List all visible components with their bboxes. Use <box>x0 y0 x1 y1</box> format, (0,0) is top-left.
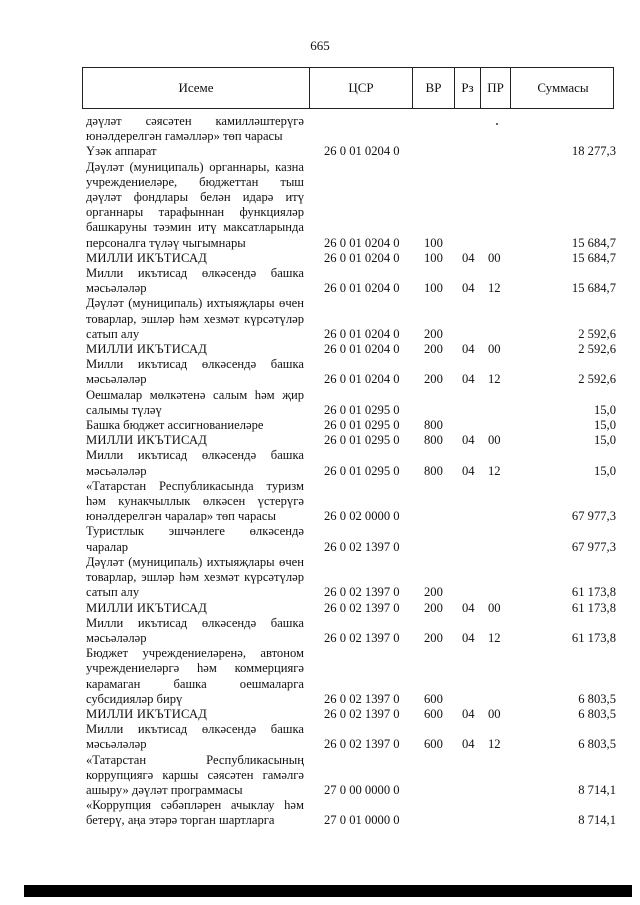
row-csr: 26 0 01 0295 0 <box>324 418 400 433</box>
row-name: Милли икътисад өлкәсендә башка мәсьәләләр <box>86 722 304 752</box>
row-rz: 04 <box>462 737 475 752</box>
row-csr: 27 0 00 0000 0 <box>324 782 400 797</box>
row-csr: 26 0 01 0204 0 <box>324 372 400 387</box>
table-row <box>86 616 616 646</box>
table-row <box>86 251 616 266</box>
row-name: МИЛЛИ ИКЪТИСАД <box>86 342 208 357</box>
row-name: Дәүләт (муниципаль) органнары, казна учреждениеләре, бюджеттан тыш дәүләт фондлары белән идарә итү органнары тарафыннан функцияләр башкаруны тәэмин итү максатларында персоналга түләү чыгымнары <box>86 159 304 250</box>
row-rz: 04 <box>462 342 475 357</box>
row-pr: 00 <box>488 706 501 721</box>
header-rz: Рз <box>455 68 481 108</box>
row-pr: 12 <box>488 463 501 478</box>
row-pr: 00 <box>488 433 501 448</box>
header-csr: ЦСР <box>310 68 413 108</box>
row-name: МИЛЛИ ИКЪТИСАД <box>86 600 208 615</box>
row-csr: 26 0 01 0204 0 <box>324 281 400 296</box>
row-vr: 600 <box>424 737 443 752</box>
row-vr: 800 <box>424 418 443 433</box>
row-sum: 15,0 <box>593 463 616 478</box>
row-name: Башка бюджет ассигнованиеләре <box>86 418 264 433</box>
row-vr: 600 <box>424 691 443 706</box>
row-vr: 100 <box>424 235 443 250</box>
row-sum: 61 173,8 <box>571 600 616 615</box>
row-pr: 12 <box>488 372 501 387</box>
row-name: Милли икътисад өлкәсендә башка мәсьәләләр <box>86 615 304 645</box>
row-vr: 800 <box>424 463 443 478</box>
table-row <box>86 418 616 433</box>
row-csr: 26 0 01 0295 0 <box>324 433 400 448</box>
table-row <box>86 753 616 799</box>
row-csr: 26 0 02 1397 0 <box>324 706 400 721</box>
row-rz: 04 <box>462 706 475 721</box>
row-sum: 6 803,5 <box>578 737 616 752</box>
row-rz: 04 <box>462 281 475 296</box>
row-vr: 200 <box>424 372 443 387</box>
row-vr: 100 <box>424 250 443 265</box>
row-csr: 26 0 02 1397 0 <box>324 630 400 645</box>
row-rz: 04 <box>462 463 475 478</box>
row-csr: 26 0 02 0000 0 <box>324 509 400 524</box>
row-sum: 15 684,7 <box>571 250 616 265</box>
table-row <box>86 144 616 159</box>
table-row <box>86 448 616 478</box>
row-sum: 18 277,3 <box>571 144 616 159</box>
row-sum: 15,0 <box>593 402 616 417</box>
table-row <box>86 266 616 296</box>
header-name: Исеме <box>83 68 310 108</box>
table-row <box>86 114 616 144</box>
row-sum: 15 684,7 <box>571 235 616 250</box>
row-csr: 26 0 02 1397 0 <box>324 585 400 600</box>
table-body <box>86 114 616 829</box>
row-name: Милли икътисад өлкәсендә башка мәсьәләләр <box>86 266 304 296</box>
row-rz: 04 <box>462 600 475 615</box>
row-vr: 200 <box>424 630 443 645</box>
table-row <box>86 555 616 601</box>
row-csr: 27 0 01 0000 0 <box>324 813 400 828</box>
row-name: Туристлык эшчәнлеге өлкәсендә чаралар <box>86 524 304 554</box>
table-row <box>86 479 616 525</box>
row-name: Милли икътисад өлкәсендә башка мәсьәләләр <box>86 448 304 478</box>
row-name: МИЛЛИ ИКЪТИСАД <box>86 250 208 265</box>
row-name: Дәүләт (муниципаль) ихтыяҗлары өчен товарлар, эшләр һәм хезмәт күрсәтүләр сатып алу <box>86 554 304 600</box>
row-pr: 00 <box>488 342 501 357</box>
row-csr: 26 0 01 0204 0 <box>324 342 400 357</box>
row-name: «Татарстан Республикасында туризм һәм кунакчыллык өлкәсен үстерүгә юнәлдерелгән чаралар» төп чарасы <box>86 478 304 524</box>
header-sum: Суммасы <box>537 80 589 95</box>
row-sum: 2 592,6 <box>578 372 616 387</box>
row-vr: 200 <box>424 600 443 615</box>
row-vr: 200 <box>424 342 443 357</box>
scan-border <box>24 885 632 897</box>
row-rz: 04 <box>462 433 475 448</box>
row-rz: 04 <box>462 372 475 387</box>
table-row <box>86 601 616 616</box>
row-sum: 2 592,6 <box>578 342 616 357</box>
row-name: Дәүләт (муниципаль) ихтыяҗлары өчен товарлар, эшләр һәм хезмәт күрсәтүләр сатып алу <box>86 296 304 341</box>
row-sum: 8 714,1 <box>578 813 616 828</box>
row-csr: 26 0 02 1397 0 <box>324 600 400 615</box>
row-pr: 00 <box>488 600 501 615</box>
table-row <box>86 798 616 828</box>
row-sum: 61 173,8 <box>571 585 616 600</box>
row-name: Оешмалар мөлкәтенә салым һәм җир салымы түләү <box>86 387 304 417</box>
row-sum: 67 977,3 <box>571 539 616 554</box>
row-vr: 200 <box>424 326 443 341</box>
row-sum: 6 803,5 <box>578 691 616 706</box>
row-name: Үзәк аппарат <box>86 144 157 159</box>
row-sum: 15,0 <box>593 433 616 448</box>
row-csr: 26 0 01 0204 0 <box>324 326 400 341</box>
row-csr: 26 0 01 0295 0 <box>324 402 400 417</box>
row-sum: 2 592,6 <box>578 326 616 341</box>
row-pr: 12 <box>488 737 501 752</box>
row-sum: 67 977,3 <box>571 509 616 524</box>
page-number: 665 <box>310 38 330 53</box>
row-name: дәүләт сәясәтен камилләштерүгә юнәлдерелгән гамәлләр» төп чарасы <box>86 114 304 144</box>
table-header <box>82 67 614 109</box>
row-csr: 26 0 02 1397 0 <box>324 691 400 706</box>
row-rz: 04 <box>462 630 475 645</box>
row-name: Бюджет учреждениеләренә, автоном учреждениеләргә һәм коммерциягә карамаган башка оешмаларга субсидияләр бирү <box>86 646 304 706</box>
table-row <box>86 357 616 387</box>
table-row <box>86 160 616 251</box>
row-sum: 61 173,8 <box>571 630 616 645</box>
table-row <box>86 296 616 342</box>
row-pr: 00 <box>488 250 501 265</box>
row-sum: 15 684,7 <box>571 281 616 296</box>
row-name: МИЛЛИ ИКЪТИСАД <box>86 433 208 448</box>
row-pr: 12 <box>488 630 501 645</box>
row-csr: 26 0 01 0204 0 <box>324 250 400 265</box>
row-vr: 600 <box>424 706 443 721</box>
row-csr: 26 0 02 1397 0 <box>324 737 400 752</box>
row-csr: 26 0 02 1397 0 <box>324 539 400 554</box>
row-name: МИЛЛИ ИКЪТИСАД <box>86 706 208 721</box>
row-sum: 6 803,5 <box>578 706 616 721</box>
row-pr: 12 <box>488 281 501 296</box>
header-vr: ВР <box>413 68 455 108</box>
table-row <box>86 646 616 707</box>
table-row <box>86 342 616 357</box>
table-row <box>86 707 616 722</box>
row-name: Милли икътисад өлкәсендә башка мәсьәләләр <box>86 357 304 387</box>
row-vr: 800 <box>424 433 443 448</box>
header-pr: ПР <box>481 68 511 108</box>
table-row <box>86 722 616 752</box>
row-csr: 26 0 01 0295 0 <box>324 463 400 478</box>
row-name: «Коррупция сәбәпләрен ачыклау һәм бетерү, аңа этәрә торган шартларга <box>86 798 304 828</box>
row-rz: 04 <box>462 250 475 265</box>
row-csr: 26 0 01 0204 0 <box>324 144 400 159</box>
row-sum: 8 714,1 <box>578 782 616 797</box>
row-sum: 15,0 <box>593 418 616 433</box>
table-row <box>86 388 616 418</box>
row-csr: 26 0 01 0204 0 <box>324 235 400 250</box>
table-row <box>86 524 616 554</box>
row-vr: 100 <box>424 281 443 296</box>
table-row <box>86 433 616 448</box>
row-vr: 200 <box>424 585 443 600</box>
row-name: «Татарстан Республикасының коррупциягә каршы сәясәтен гамәлгә ашыру» дәүләт программасы <box>86 752 304 797</box>
